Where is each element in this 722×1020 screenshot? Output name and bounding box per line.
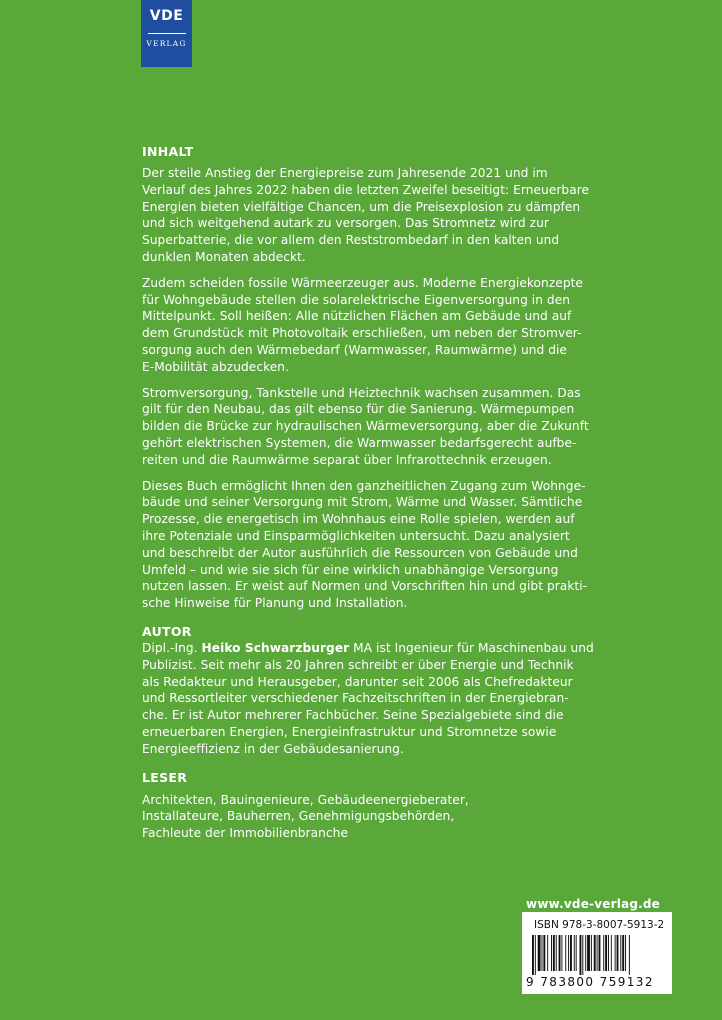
text-line: und sich weitgehend autark zu versorgen. Das Stromnetz wird zur bbox=[142, 216, 549, 231]
inhalt-paragraph bbox=[142, 165, 607, 266]
text-line: che. Er ist Autor mehrerer Fachbücher. Seine Spezialgebiete sind die bbox=[142, 708, 564, 723]
autor-paragraph bbox=[142, 640, 607, 758]
autor-first-line: Dipl.-Ing. Heiko Schwarzburger MA ist Ingenieur für Maschinenbau und bbox=[142, 640, 594, 655]
logo-divider bbox=[148, 33, 186, 34]
text-line: Superbatterie, die vor allem den Reststrombedarf in den kalten und bbox=[142, 233, 560, 248]
publisher-url[interactable]: www.vde-verlag.de bbox=[526, 897, 660, 911]
isbn-number: ISBN 978-3-8007-5913-2 bbox=[534, 919, 665, 931]
inhalt-paragraph bbox=[142, 275, 607, 376]
text-line: und Ressortleiter verschiedener Fachzeitschriften in der Energiebran- bbox=[142, 691, 569, 706]
text-line: bilden die Brücke zur hydraulischen Wärmeversorgung, aber die Zukunft bbox=[142, 419, 589, 434]
text-line: Umfeld – und wie sie sich für eine wirklich unabhängige Versorgung bbox=[142, 562, 559, 577]
barcode-digits: 9 783800 759132 bbox=[526, 975, 654, 989]
text-line: Zudem scheiden fossile Wärmeerzeuger aus. Moderne Energiekonzepte bbox=[142, 275, 583, 290]
text-line: sorgung auch den Wärmebedarf (Warmwasser, Raumwärme) und die bbox=[142, 342, 567, 357]
text-line: nutzen lassen. Er weist auf Normen und Vorschriften hin und gibt prakti- bbox=[142, 579, 588, 594]
isbn-barcode bbox=[522, 912, 672, 994]
text-line: Fachleute der Immobilienbranche bbox=[142, 826, 348, 841]
text-line: Installateure, Bauherren, Genehmigungsbehörden, bbox=[142, 809, 455, 824]
text-line: Stromversorgung, Tankstelle und Heiztechnik wachsen zusammen. Das bbox=[142, 385, 581, 400]
text-line: E-Mobilität abzudecken. bbox=[142, 359, 289, 374]
text-line: als Redakteur und Herausgeber, darunter seit 2006 als Chefredakteur bbox=[142, 674, 573, 689]
autor-heading: AUTOR bbox=[142, 623, 192, 639]
logo-verlag-text: VERLAG bbox=[146, 39, 187, 48]
inhalt-body bbox=[142, 165, 607, 612]
text-line: dem Grundstück mit Photovoltaik erschließen, um neben der Stromver- bbox=[142, 326, 582, 341]
logo-vde-text: VDE bbox=[149, 8, 184, 24]
text-line: sche Hinweise für Planung und Installation. bbox=[142, 596, 408, 611]
text-line: Prozesse, die energetisch im Wohnhaus eine Rolle spielen, werden auf bbox=[142, 512, 575, 527]
inhalt-heading: INHALT bbox=[142, 144, 194, 159]
barcode-graphic bbox=[528, 935, 666, 975]
leser-paragraph bbox=[142, 792, 607, 842]
text-line: gehört elektrischen Systemen, die Warmwasser bedarfsgerecht aufbe- bbox=[142, 435, 577, 450]
text-line: erneuerbaren Energien, Energieinfrastruktur und Stromnetze sowie bbox=[142, 724, 557, 739]
text-line: Publizist. Seit mehr als 20 Jahren schreibt er über Energie und Technik bbox=[142, 657, 574, 672]
author-name: Heiko Schwarzburger bbox=[201, 640, 350, 655]
text-line: und beschreibt der Autor ausführlich die Ressourcen von Gebäude und bbox=[142, 545, 578, 560]
text-line: Verlauf des Jahres 2022 haben die letzten Zweifel beseitigt: Erneuerbare bbox=[142, 182, 590, 197]
inhalt-paragraph bbox=[142, 385, 607, 469]
text-line: ihre Potenziale und Einsparmöglichkeiten untersucht. Dazu analysiert bbox=[142, 528, 570, 543]
text-line: Der steile Anstieg der Energiepreise zum Jahresende 2021 und im bbox=[142, 166, 548, 180]
text-line: gilt für den Neubau, das gilt ebenso für die Sanierung. Wärmepumpen bbox=[142, 402, 575, 417]
text-line: Energieeffizienz in der Gebäudesanierung. bbox=[142, 741, 404, 756]
text-line: Energien bieten vielfältige Chancen, um die Preisexplosion zu dämpfen bbox=[142, 199, 581, 214]
text-line: Mittelpunkt. Soll heißen: Alle nützlichen Flächen am Gebäude und auf bbox=[142, 309, 572, 324]
vde-verlag-logo bbox=[141, 0, 192, 67]
text-line: Dieses Buch ermöglicht Ihnen den ganzheitlichen Zugang zum Wohnge- bbox=[142, 478, 586, 493]
text-line: für Wohngebäude stellen die solarelektrische Eigenversorgung in den bbox=[142, 292, 571, 307]
inhalt-paragraph bbox=[142, 478, 607, 612]
leser-heading: LESER bbox=[142, 769, 188, 785]
back-cover-text bbox=[142, 144, 607, 842]
text-line: reiten und die Raumwärme separat über Infrarottechnik erzeugen. bbox=[142, 452, 552, 467]
text-line: bäude und seiner Versorgung mit Strom, Wärme und Wasser. Sämtliche bbox=[142, 495, 583, 510]
text-line: Architekten, Bauingenieure, Gebäudeenergieberater, bbox=[142, 792, 469, 807]
text-line: dunklen Monaten abdeckt. bbox=[142, 249, 306, 264]
